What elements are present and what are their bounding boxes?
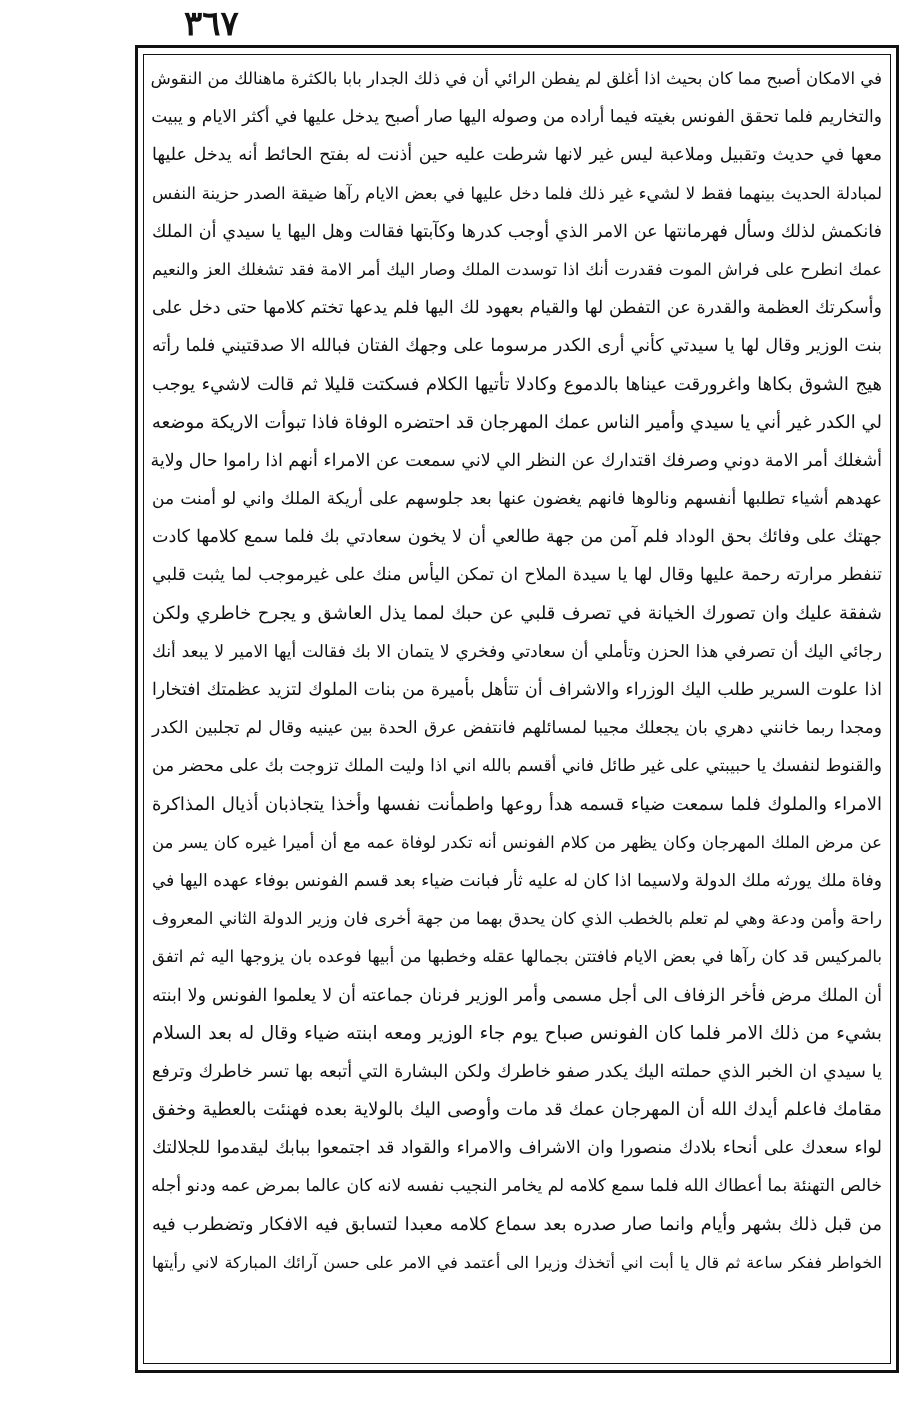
text-line: بشيء من ذلك الامر فلما كان الفونس صباح يوم جاء الوزير ومعه ابنته ضياء وقال له بعد السلام (152, 1022, 882, 1044)
text-line: جهتك على وفائك بحق الوداد فلم آمن من جهة طالعي أن لا يخون سعادتي بك فلما سمع كلامها كادت (152, 527, 882, 548)
page-number: ٣٦٧ (184, 4, 239, 44)
text-line (146, 1282, 888, 1320)
text-line: عهدهم أشياء تطلبها أنفسهم ونالوها فانهم يغضون عنها بعد جلوسهم على أريكة الملك واني لو أمنت من (152, 489, 882, 510)
text-line: وفاة ملك يورثه ملك الدولة ولاسيما اذا كان له عليه ثأر فبانت ضياء بعد قسم الفونس بوفاء عهده اليها في (152, 870, 882, 891)
text-line: هيج الشوق بكاها واغرورقت عيناها بالدموع وكادلا تأتيها الكلام فسكتت قليلا ثم قالت لاشيء يوجب (152, 373, 882, 395)
text-line: أشغلك أمر الامة دوني وصرفك اقتدارك عن النظر الي لاني سمعت عن الامراء أنهم اذا راموا حال ولاية (150, 450, 882, 471)
text-line: راحة وأمن ودعة وهي لم تعلم بالخطب الذي كان يحدق بهما من جهة أخرى فان وزير الدولة الثاني المعروف (152, 909, 882, 929)
text-line: وأسكرتك العظمة والقدرة عن التفطن لها والقيام بعهود لك اليها فلم يدعها تختم كلامها حتى دخل على (152, 298, 882, 319)
text-line: تنفطر مرارته رحمة عليها وقال لها يا سيدة الملاح ان تمكن اليأس منك على غيرموجب لما يثبت قلبي (152, 565, 882, 586)
text-line: من قبل ذلك بشهر وأيام وانما صار صدره بعد سماع كلامه معبدا لتسابق فيه الافكار وتضطرب فيه (152, 1213, 882, 1235)
text-line: لي الكدر غير أني يا سيدي وأمير الناس عمك المهرجان قد احتضره الوفاة فاذا تبوأت الاريكة موضعه (151, 411, 882, 433)
text-line: ومجدا ربما خانني دهري بان يجعلك مجيبا لمسائلهم فانتفض عرق الحدة بين عينيه وقال لم تجلبين الكدر (152, 718, 882, 739)
text-line: فانكمش لذلك وسأل فهرمانتها عن الامر الذي أوجب كدرها وكآبتها فقالت وهل اليها يا سيدي أن الملك (152, 221, 882, 242)
text-line: شفقة عليك وان تصورك الخيانة في تصرف قلبي عن حبك لمما يذل العاشق و يجرح خاطري ولكن (152, 602, 882, 624)
text-line: يا سيدي ان الخبر الذي حملته اليك يكدر صفو خاطرك ولكن البشارة التي أتبعه بها تسر خاطرك وترفع (152, 1061, 882, 1082)
text-line: أن الملك مرض فأخر الزفاف الى أجل مسمى وأمر الوزير فرنان جماعته أن لا يعلموا الفونس ولا ابنته (152, 985, 882, 1006)
text-line: والتخاريم فلما تحقق الفونس بغيته فيما أراده من وصوله اليها صار أصبح يدخل عليها في أكثر الايام و يبيت (151, 107, 882, 128)
text-line: لواء سعدك على أنحاء بلادك منصورا وان الاشراف والامراء والقواد قد اجتمعوا ببابك ليقدموا للجلالتك (152, 1138, 882, 1159)
text-line: بنت الوزير وقال لها يا سيدتي كأني أرى الكدر مرسوما على وجهك الفتان فبالله الا صدقتيني فلما رأته (152, 336, 882, 357)
text-line: رجائي اليك أن تصرفي هذا الحزن وتأملي أن سعادتي وفخري لا يتمان الا بك فقالت أيها الامير لا يبعد أنك (152, 641, 882, 662)
body-text (146, 60, 888, 1360)
text-line: خالص التهنئة بما أعطاك الله فلما سمع كلامه لم يخامر النجيب نفسه لانه كان عالما بمرض عمه ودنو أجله (151, 1176, 882, 1197)
text-line: معها في حديث وتقبيل وملاعبة ليس غير لانها شرطت عليه حين أذنت له بفتح الحائط أنه يدخل عليها (152, 145, 882, 166)
text-line: في الامكان أصبح مما كان بحيث اذا أغلق لم يفطن الرائي أن في ذلك الجدار بابا بالكثرة ماهنالك من النقوش (150, 69, 882, 88)
text-line: اذا علوت السرير طلب اليك الوزراء والاشراف أن تتأهل بأميرة من بنات الملوك لتزيد عظمتك افتخارا (152, 680, 882, 700)
text-line: لمبادلة الحديث بينهما فقط لا لشيء غير ذلك فلما دخل عليها في بعض الايام رآها ضيقة الصدر حزينة النفس (152, 183, 882, 203)
text-line: والقنوط لنفسك يا حبيبتي على غير طائل فاني أقسم بالله اني اذا وليت الملك تزوجت بك على محضر من (152, 756, 882, 777)
text-line: الامراء والملوك فلما سمعت ضياء قسمه هدأ روعها واطمأنت نفسها وأخذا يتجاذبان أذيال المذاكرة (152, 793, 882, 815)
text-line: مقامك فاعلم أيدك الله أن المهرجان عمك قد مات وأوصى اليك بالولاية بعده فهنئت بالعطية وخفق (152, 1099, 882, 1121)
text-line: بالمركيس قد كان رآها في بعض الايام فافتتن بجمالها عقله وخطبها من أبيها فوعده بان يزوجها اليه ثم اتفق (152, 947, 882, 967)
text-line: الخواطر ففكر ساعة ثم قال يا أبت اني أتخذك وزيرا الى أعتمد في الامر على حسن آرائك المباركة لاني رأيتها (152, 1252, 883, 1272)
text-line: عن مرض الملك المهرجان وكان يظهر من كلام الفونس أنه تكدر لوفاة عمه مع أن أميرا غيره كان يسر من (152, 832, 882, 852)
text-line: عمك انطرح على فراش الموت فقدرت أنك اذا توسدت الملك وصار اليك أمر الامة فقد تشغلك العز والنعيم (152, 259, 882, 279)
